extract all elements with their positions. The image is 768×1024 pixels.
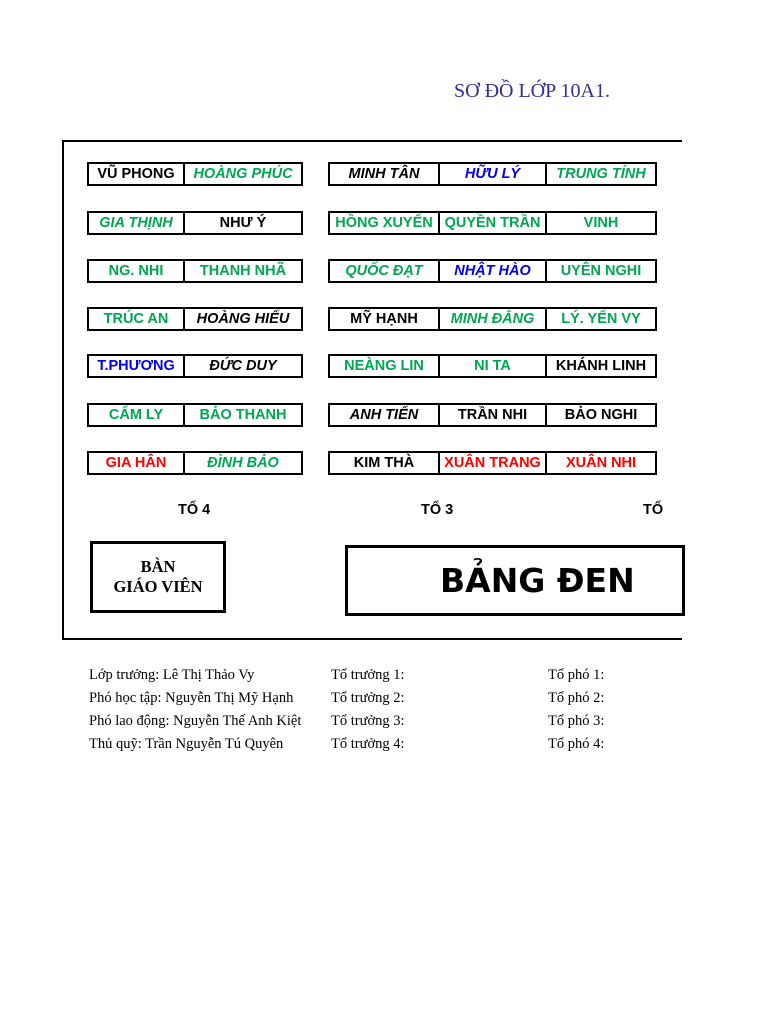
- teacher-desk: [90, 541, 226, 613]
- desk-right-row-3: [328, 259, 657, 283]
- student-seat: NEÀNG LIN: [330, 356, 440, 376]
- desk-right-row-4: [328, 307, 657, 331]
- desk-left-row-7: [87, 451, 303, 475]
- desk-left-row-3: [87, 259, 303, 283]
- desk-left-row-6: [87, 403, 303, 427]
- desk-right-row-6: [328, 403, 657, 427]
- footer-col2-item: Tổ trưởng 1:: [331, 667, 405, 683]
- student-seat: HỒNG XUYẾN: [330, 213, 440, 233]
- student-seat: NG. NHI: [89, 261, 185, 281]
- footer-col3-item: Tổ phó 3:: [548, 713, 605, 729]
- student-seat: ANH TIẾN: [330, 405, 440, 425]
- page-title: SƠ ĐỒ LỚP 10A1.: [454, 80, 610, 102]
- student-seat: TRẦN NHI: [440, 405, 547, 425]
- student-seat: NHƯ Ý: [219, 215, 267, 231]
- student-seat: MỸ HẠNH: [330, 309, 440, 329]
- student-seat: HOÀNG PHÚC: [193, 166, 293, 182]
- student-seat: TRÚC AN: [89, 309, 185, 329]
- student-seat: KHÁNH LINH: [555, 358, 647, 374]
- student-seat: QUỐC ĐẠT: [330, 261, 440, 281]
- student-seat: ĐÌNH BẢO: [207, 455, 279, 471]
- footer-col2-item: Tổ trưởng 2:: [331, 690, 405, 706]
- student-seat: ĐỨC DUY: [209, 358, 277, 374]
- student-seat: UYÊN NGHI: [560, 263, 642, 279]
- student-seat: QUYỀN TRẦN: [440, 213, 547, 233]
- student-seat: TRUNG TÍNH: [556, 166, 646, 182]
- student-seat: VŨ PHONG: [89, 164, 185, 184]
- student-seat: T.PHƯƠNG: [89, 356, 185, 376]
- footer-col1-item: Thủ quỹ: Trần Nguyễn Tú Quyên: [89, 736, 284, 752]
- desk-right-row-5: [328, 354, 657, 378]
- student-seat: XUÂN NHI: [565, 455, 637, 471]
- student-seat: BẢO THANH: [199, 407, 287, 423]
- footer-col3-item: Tổ phó 1:: [548, 667, 605, 683]
- teacher-desk-line1: BÀN: [140, 557, 176, 576]
- student-seat: HOÀNG HIẾU: [196, 311, 290, 327]
- student-seat: THANH NHÃ: [199, 263, 287, 279]
- student-seat: MINH TÂN: [330, 164, 440, 184]
- blackboard: BẢNG ĐEN: [345, 545, 685, 616]
- group-label-partial: TỔ: [643, 502, 664, 518]
- footer-col3-item: Tổ phó 2:: [548, 690, 605, 706]
- student-seat: BẢO NGHI: [564, 407, 638, 423]
- desk-left-row-2: [87, 211, 303, 235]
- group-label-3: TỔ 3: [421, 502, 454, 518]
- student-seat: NHẬT HÀO: [440, 261, 547, 281]
- student-seat: VINH: [583, 215, 619, 231]
- student-seat: GIA HÂN: [89, 453, 185, 473]
- footer-col1-item: Lớp trưởng: Lê Thị Thảo Vy: [89, 667, 255, 683]
- teacher-desk-line2: GIÁO VIÊN: [113, 577, 203, 596]
- group-label-4: TỔ 4: [178, 502, 211, 518]
- footer-col3-item: Tổ phó 4:: [548, 736, 605, 752]
- student-seat: MINH ĐẲNG: [440, 309, 547, 329]
- desk-right-row-1: [328, 162, 657, 186]
- desk-left-row-1: [87, 162, 303, 186]
- desk-right-row-2: [328, 211, 657, 235]
- student-seat: GIA THỊNH: [89, 213, 185, 233]
- desk-left-row-5: [87, 354, 303, 378]
- student-seat: XUÂN TRANG: [440, 453, 547, 473]
- footer-col2-item: Tổ trưởng 3:: [331, 713, 405, 729]
- student-seat: HỮU LÝ: [440, 164, 547, 184]
- footer-col1-item: Phó lao động: Nguyễn Thế Anh Kiệt: [89, 713, 302, 729]
- student-seat: KIM THÀ: [330, 453, 440, 473]
- footer-col2-item: Tổ trưởng 4:: [331, 736, 405, 752]
- student-seat: LÝ. YẾN VY: [561, 311, 641, 327]
- desk-right-row-7: [328, 451, 657, 475]
- student-seat: NI TA: [440, 356, 547, 376]
- student-seat: CẨM LY: [89, 405, 185, 425]
- desk-left-row-4: [87, 307, 303, 331]
- footer-col1-item: Phó học tập: Nguyễn Thị Mỹ Hạnh: [89, 690, 294, 706]
